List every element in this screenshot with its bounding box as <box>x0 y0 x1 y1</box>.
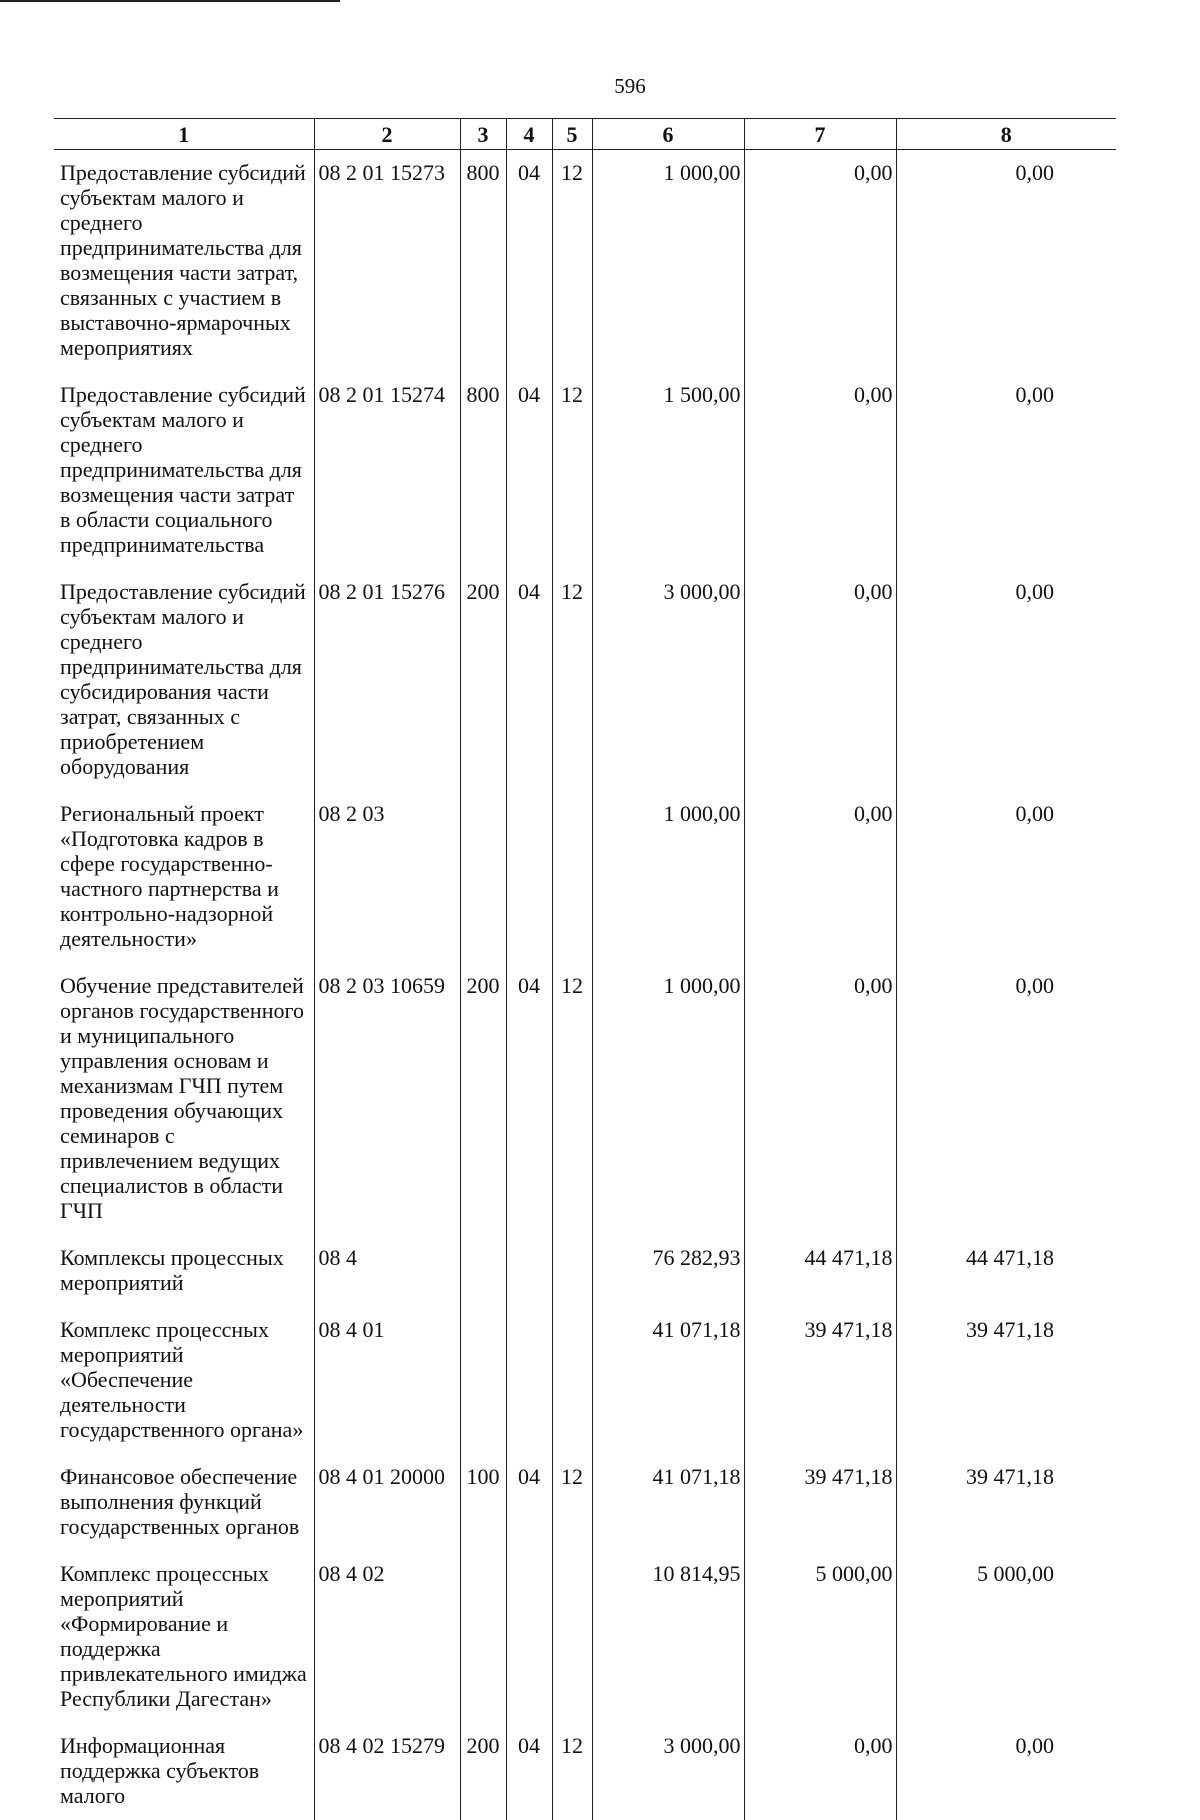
row-col-8: 0,00 <box>896 150 1116 373</box>
row-col-7: 44 471,18 <box>744 1235 896 1307</box>
header-col-6: 6 <box>592 119 744 150</box>
row-col-6: 1 500,00 <box>592 372 744 569</box>
row-col-8: 39 471,18 <box>896 1307 1116 1454</box>
header-col-8: 8 <box>896 119 1116 150</box>
row-name: Комплексы процессных мероприятий <box>60 1245 284 1295</box>
row-col-5: 12 <box>552 150 592 373</box>
row-col-5 <box>552 1307 592 1454</box>
row-code: 08 2 01 15273 <box>314 150 460 373</box>
row-col-3: 800 <box>460 150 506 373</box>
row-col-7: 0,00 <box>744 569 896 791</box>
row-col-4: 04 <box>506 569 552 791</box>
row-col-3: 200 <box>460 963 506 1235</box>
row-col-6: 10 814,95 <box>592 1551 744 1723</box>
row-name: Предоставление субсидий субъектам малого и среднего предпринимательства для субсидирования части затрат, связанных с приобретением оборудования <box>60 579 306 779</box>
row-col-5: 12 <box>552 963 592 1235</box>
row-col-4 <box>506 1235 552 1307</box>
row-col-4: 04 <box>506 963 552 1235</box>
row-name: Обучение представителей органов государственного и муниципального управления основам и механизмам ГЧП путем проведения обучающих семинаров с привлечением ведущих специалистов в области ГЧП <box>60 973 304 1223</box>
row-col-4: 04 <box>506 1454 552 1551</box>
header-row <box>54 119 1116 150</box>
row-col-5: 12 <box>552 372 592 569</box>
row-col-5: 12 <box>552 1454 592 1551</box>
row-col-3 <box>460 791 506 963</box>
table-row <box>54 569 1116 791</box>
row-col-6: 1 000,00 <box>592 150 744 373</box>
row-col-7: 0,00 <box>744 1723 896 1820</box>
row-col-8: 0,00 <box>896 569 1116 791</box>
row-code: 08 4 <box>314 1235 460 1307</box>
header-col-3: 3 <box>460 119 506 150</box>
row-code: 08 2 01 15274 <box>314 372 460 569</box>
row-name: Предоставление субсидий субъектам малого и среднего предпринимательства для возмещения части затрат в области социального предпринимательства <box>60 382 306 557</box>
row-col-4: 04 <box>506 1723 552 1820</box>
header-col-7: 7 <box>744 119 896 150</box>
row-col-8: 0,00 <box>896 372 1116 569</box>
row-code: 08 2 01 15276 <box>314 569 460 791</box>
row-col-5 <box>552 791 592 963</box>
row-col-6: 41 071,18 <box>592 1454 744 1551</box>
table-row <box>54 1454 1116 1551</box>
row-col-4: 04 <box>506 150 552 373</box>
page-number: 596 <box>614 74 646 98</box>
row-col-8: 0,00 <box>896 1723 1116 1820</box>
row-col-8: 39 471,18 <box>896 1454 1116 1551</box>
row-code: 08 2 03 10659 <box>314 963 460 1235</box>
header-col-4: 4 <box>506 119 552 150</box>
row-col-4 <box>506 1307 552 1454</box>
row-col-6: 1 000,00 <box>592 791 744 963</box>
row-col-6: 1 000,00 <box>592 963 744 1235</box>
row-col-3 <box>460 1551 506 1723</box>
row-col-5: 12 <box>552 569 592 791</box>
row-col-3: 100 <box>460 1454 506 1551</box>
row-code: 08 4 02 <box>314 1551 460 1723</box>
row-col-6: 3 000,00 <box>592 569 744 791</box>
top-edge-rule <box>0 0 340 2</box>
row-name: Информационная поддержка субъектов малого <box>60 1733 260 1808</box>
table-row <box>54 150 1116 373</box>
row-col-5 <box>552 1551 592 1723</box>
row-col-7: 0,00 <box>744 150 896 373</box>
row-col-3 <box>460 1307 506 1454</box>
row-col-5 <box>552 1235 592 1307</box>
table-row <box>54 791 1116 963</box>
header-col-2: 2 <box>314 119 460 150</box>
table-row <box>54 1235 1116 1307</box>
row-col-3: 200 <box>460 1723 506 1820</box>
row-code: 08 2 03 <box>314 791 460 963</box>
row-col-3: 800 <box>460 372 506 569</box>
header-col-1: 1 <box>54 119 314 150</box>
row-name: Финансовое обеспечение выполнения функций государственных органов <box>60 1464 300 1539</box>
row-code: 08 4 01 20000 <box>314 1454 460 1551</box>
header-col-5: 5 <box>552 119 592 150</box>
table-row <box>54 1307 1116 1454</box>
row-col-7: 0,00 <box>744 372 896 569</box>
row-code: 08 4 01 <box>314 1307 460 1454</box>
row-name: Комплекс процессных мероприятий «Обеспечение деятельности государственного органа» <box>60 1317 304 1442</box>
row-col-7: 39 471,18 <box>744 1454 896 1551</box>
table-row <box>54 372 1116 569</box>
row-code: 08 4 02 15279 <box>314 1723 460 1820</box>
row-col-8: 0,00 <box>896 791 1116 963</box>
row-col-8: 44 471,18 <box>896 1235 1116 1307</box>
budget-table <box>54 118 1116 1820</box>
row-col-7: 0,00 <box>744 791 896 963</box>
row-name: Комплекс процессных мероприятий «Формирование и поддержка привлекательного имиджа Республики Дагестан» <box>60 1561 307 1711</box>
row-col-3: 200 <box>460 569 506 791</box>
row-col-7: 39 471,18 <box>744 1307 896 1454</box>
table-row <box>54 1551 1116 1723</box>
table-row <box>54 963 1116 1235</box>
row-col-6: 76 282,93 <box>592 1235 744 1307</box>
row-col-7: 0,00 <box>744 963 896 1235</box>
row-col-4 <box>506 1551 552 1723</box>
table-row <box>54 1723 1116 1820</box>
row-col-4 <box>506 791 552 963</box>
row-col-8: 0,00 <box>896 963 1116 1235</box>
row-col-8: 5 000,00 <box>896 1551 1116 1723</box>
row-col-5: 12 <box>552 1723 592 1820</box>
row-col-6: 3 000,00 <box>592 1723 744 1820</box>
row-name: Региональный проект «Подготовка кадров в сфере государственно-частного партнерства и контрольно-надзорной деятельности» <box>60 801 279 951</box>
row-name: Предоставление субсидий субъектам малого и среднего предпринимательства для возмещения части затрат, связанных с участием в выставочно-ярмарочных мероприятиях <box>60 160 306 360</box>
row-col-7: 5 000,00 <box>744 1551 896 1723</box>
row-col-6: 41 071,18 <box>592 1307 744 1454</box>
row-col-3 <box>460 1235 506 1307</box>
row-col-4: 04 <box>506 372 552 569</box>
